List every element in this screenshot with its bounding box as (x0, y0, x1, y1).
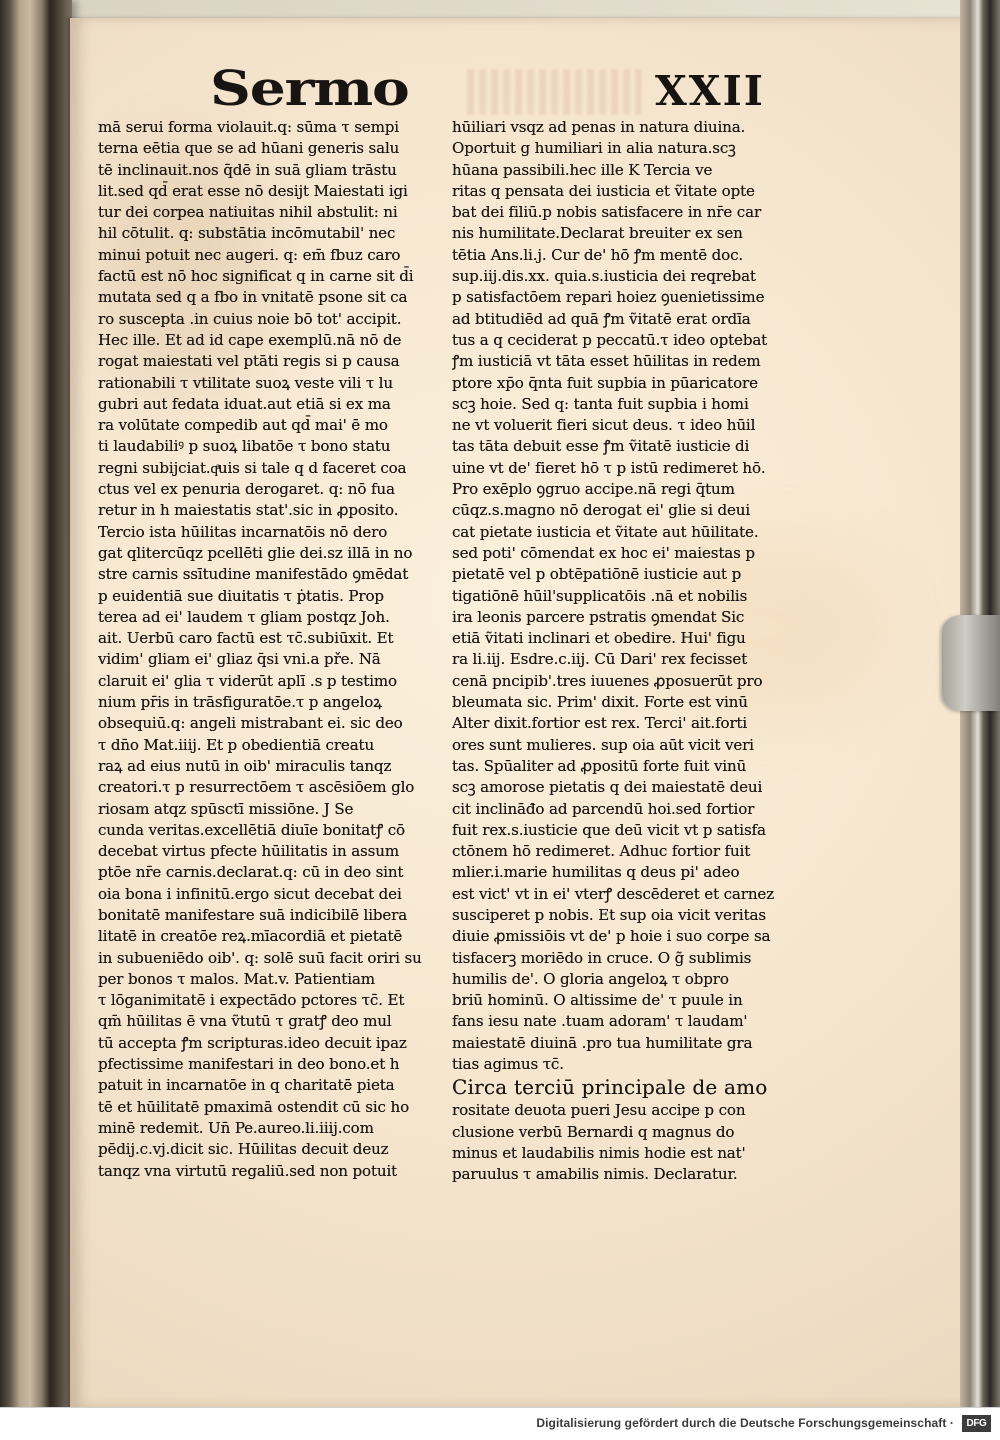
text-line: ro suscepta .in cuius noie bō tot' accipit. (98, 309, 402, 328)
sermon-number: XXII (655, 67, 765, 115)
text-line: bleumata sic. Prim' dixit. Forte est vinū (452, 693, 748, 712)
text-line: obsequiū.q: angeli mistrabant ei. sic deo (98, 714, 403, 733)
text-line: lit.sed qd̄ erat esse nō desijt Maiestati igi (98, 181, 408, 200)
text-line: est vict' vt in ei' vterꝭ descēderet et carnez (452, 884, 774, 903)
digitization-notice: Digitalisierung gefördert durch die Deutsche Forschungsgemeinschaft · (536, 1416, 954, 1430)
text-line: terna eētia que se ad hūani generis salu (98, 139, 400, 158)
text-line: tur dei corpea natiuitas nihil abstulit: ni (98, 203, 398, 222)
text-line: pēdij.c.vj.dicit sic. Hūilitas decuit deuz (98, 1140, 389, 1159)
text-line: stre carnis ssītudine manifestādo ꝯmēdat (98, 565, 409, 584)
text-line: cit inclināđo ad parcendū hoi.sed fortior (452, 799, 755, 818)
text-line: riosam atqz spūsctī missiōne. J Se (98, 799, 354, 818)
text-line: Alter dixit.fortior est rex. Terci' ait.forti (452, 714, 748, 733)
text-line: τ lōganimitatē i expectādo pctores τc̄. Et (98, 991, 405, 1010)
text-line: nis humilitate.Declarat breuiter ex sen (452, 224, 743, 243)
adjacent-page-edge (0, 0, 72, 1408)
text-line: mlier.i.marie humilitas q deus pi' adeo (452, 863, 740, 882)
text-line: cunda veritas.excellētiā diuīe bonitatꝭ cō (98, 820, 405, 839)
text-line: bonitatē manifestare suā indicibilē libera (98, 905, 408, 924)
text-line: p satisfactōem repari hoiez ꝯuenietissime (452, 288, 765, 307)
text-line: ad btitudiēd ad quā ꝭm ṽitatē erat ordīa (452, 309, 751, 328)
text-line: tū accepta ꝭm scripturas.ideo decuit ipaz (98, 1033, 407, 1052)
text-line: terea ad ei' laudem τ gliam postqz Joh. (98, 607, 390, 626)
text-line: ctōnem hō redimeret. Adhuc fortior fuit (452, 842, 751, 861)
text-line: maiestatē diuinā .pro tua humilitate gra (452, 1033, 753, 1052)
text-line: ti laudabiliꝰ p suoꝝ libatōe τ bono statu (98, 437, 391, 456)
text-line: regni subijciat.qͣuis si tale q d faceret coa (98, 458, 407, 477)
text-line: uine vt de' fieret hō τ p istū redimeret hō. (452, 458, 766, 477)
text-line: decebat virtus pfecte hūilitatis in assum (98, 842, 399, 861)
right-text-column (452, 117, 797, 1186)
text-line: fuit rex.s.iusticie que deū vicit vt p satisfa (452, 820, 766, 839)
text-line: patuit in incarnatōe in q charitatē pieta (98, 1076, 395, 1095)
dfg-logo: DFG (962, 1415, 991, 1432)
text-line: rositate deuota pueri Jesu accipe p con (452, 1101, 746, 1120)
text-line: tētia Ans.li.j. Cur de' hō ꝭm mentē doc. (452, 245, 744, 264)
text-line: p euidentiā sue diuitatis τ ṗtatis. Prop (98, 586, 384, 605)
text-line: diuie ꝓmissiōis vt de' p hoie i suo corpe sa (452, 927, 771, 946)
text-line: cat pietate iusticia et ṽitate aut hūilitate. (452, 522, 759, 541)
text-line: raꝝ ad eius nutū in oib' miraculis tanqz (98, 756, 392, 775)
section-heading-line: Circa terciū principale de amo (452, 1075, 768, 1100)
text-line: ne vt voluerit fieri sicut deus. τ ideo hūil (452, 416, 756, 435)
text-line: etiā ṽitati inclinari et obedire. Hui' figu (452, 629, 746, 648)
text-line: ores sunt mulieres. sup oia aūt vicit veri (452, 735, 754, 754)
text-line: oia bona i infinitū.ergo sicut decebat dei (98, 884, 402, 903)
text-line: litatē in creatōe reꝝ.mīacordiā et pietatē (98, 927, 403, 946)
text-line: tisfacerꝫ moriēdo in cruce. O g̃ sublimis (452, 948, 752, 967)
text-line: mā serui forma violauit.q: sūma τ sempi (98, 118, 399, 136)
text-line: minus et laudabilis nimis hodie est nat' (452, 1143, 746, 1162)
text-line: pfectissime manifestari in deo bono.et h (98, 1055, 400, 1074)
text-line: tas tāta debuit esse ꝭm ṽitatē iusticie di (452, 437, 750, 456)
sermon-header: Sermo (210, 61, 409, 117)
text-line: fans iesu nate .tuam adoram' τ laudam' (452, 1012, 748, 1031)
text-line: susciperet p nobis. Et sup oia vicit veritas (452, 905, 766, 924)
text-line: mutata sed q a fbo in vnitatē psone sit ca (98, 288, 408, 307)
text-line: ait. Uerbū caro factū est τc̄.subiūxit. Et (98, 629, 394, 648)
text-line: ctus vel ex penuria derogaret. q: nō fua (98, 480, 395, 499)
text-line: minē redemit. Un̄ Pe.aureo.li.iiij.com (98, 1118, 374, 1137)
text-line: sed poti' cōmendat ex hoc ei' maiestas p (452, 543, 755, 562)
text-line: hil cōtulit. q: substātia incōmutabil' nec (98, 224, 396, 243)
text-line: gat qlitercūqz pcellēti glie dei.sz illā in no (98, 543, 413, 562)
text-line: Oportuit g humiliari in alia natura.scꝫ (452, 139, 736, 158)
text-line: τ dn̄o Mat.iiij. Et p obedientiā creatu (98, 735, 375, 754)
text-line: tas. Spūaliter ad ꝓpositū forte fuit vinū (452, 756, 747, 775)
text-line: rogat maiestati vel ptāti regis si p causa (98, 352, 400, 371)
text-line: retur in h maiestatis stat'.sic in ꝓposito. (98, 501, 399, 520)
text-line: tigatiōnē hūil'supplicatōis .nā et nobilis (452, 586, 748, 605)
text-line: ptōe nr̄e carnis.declarat.q: cū in deo sint (98, 863, 404, 882)
text-line: claruit ei' glia τ viderūt aplī .s p testimo (98, 671, 397, 690)
text-line: per bonos τ malos. Mat.v. Patientiam (98, 969, 375, 988)
text-line: minui potuit nec augeri. q: em̄ fbuz caro (98, 245, 401, 264)
text-line: pietatē vel p obtēpatiōnē iusticie aut p (452, 565, 742, 584)
text-line: tias agimus τc̄. (452, 1055, 564, 1074)
text-line: Tercio ista hūilitas incarnatōis nō dero (98, 522, 388, 541)
text-line: humilis de'. O gloria angeloꝝ τ obpro (452, 969, 729, 988)
text-line: tē et hūilitatē pmaximā ostendit cū sic ho (98, 1097, 410, 1116)
text-line: vidim' gliam ei' gliaz q̄si vni.a pře. Nā (98, 650, 381, 669)
text-line: ra volūtate compedib aut qd̄ mai' ē mo (98, 416, 388, 435)
text-line: Hec ille. Et ad id cape exemplū.nā nō de (98, 330, 402, 349)
text-line: nium pr̄is in trāsfiguratōe.τ p angeloꝝ (98, 693, 382, 712)
text-line: hūana passibili.hec ille K Tercia ve (452, 160, 713, 179)
text-line: tanqz vna virtutū regaliū.sed non potuit (98, 1161, 398, 1180)
text-line: ptore xp̄o q̄nta fuit supbia in pūaricatore (452, 373, 758, 392)
text-line: cenā pncipib'.tres iuuenes ꝓposuerūt pro (452, 671, 763, 690)
text-line: tus a q ceciderat p peccatū.τ ideo optebat (452, 330, 768, 349)
text-line: tē inclinauit.nos q̄dē in suā gliam trāstu (98, 160, 397, 179)
text-line: in subueniēdo oib'. q: solē suū facit oriri su (98, 948, 422, 967)
text-line: scꝫ hoie. Sed q: tanta fuit supbia i homi (452, 394, 749, 413)
text-line: factū est nō hoc significat q in carne sit d̄i (98, 267, 414, 286)
text-line: ra li.iij. Esdre.c.iij. Cū Dari' rex fecisset (452, 650, 748, 669)
text-line: gubri aut fedata iduat.aut etiā si ex ma (98, 394, 391, 413)
digitization-footer (0, 1407, 1000, 1440)
text-line: briū hominū. O altissime de' τ puule in (452, 991, 743, 1010)
text-line: ꝭm iusticiā vt tāta esset hūilitas in redem (452, 352, 761, 371)
text-line: ira leonis parcere pstratis ꝯmendat Sic (452, 607, 745, 626)
text-line: clusione verbū Bernardi q magnus do (452, 1122, 735, 1141)
left-text-column (98, 117, 433, 1182)
text-line: ritas q pensata dei iusticia et ṽitate opte (452, 181, 755, 200)
text-line: creatori.τ p resurrectōem τ ascēsiōem glo (98, 778, 415, 797)
text-line: cūqz.s.magno nō derogat ei' glie si deui (452, 501, 751, 520)
text-line: scꝫ amorose pietatis q dei maiestatē deui (452, 778, 763, 797)
text-line: paruulus τ amabilis nimis. Declaratur. (452, 1165, 738, 1184)
bleed-through-heading (467, 69, 647, 115)
text-line: bat dei filiū.p nobis satisfacere in nr̄e car (452, 203, 762, 222)
text-line: hūiliari vsqz ad penas in natura diuina. (452, 118, 746, 136)
text-line: Pro exēplo ꝯgruo accipe.nā regi q̄tum (452, 480, 735, 499)
text-line: sup.iij.dis.xx. quia.s.iusticia dei reqrebat (452, 267, 756, 286)
text-line: qm̄ hūilitas ē vna ṽtutū τ gratꝭ deo mul (98, 1012, 392, 1031)
text-line: rationabili τ vtilitate suoꝝ veste vili τ lu (98, 373, 393, 392)
page-clip (942, 615, 1000, 711)
